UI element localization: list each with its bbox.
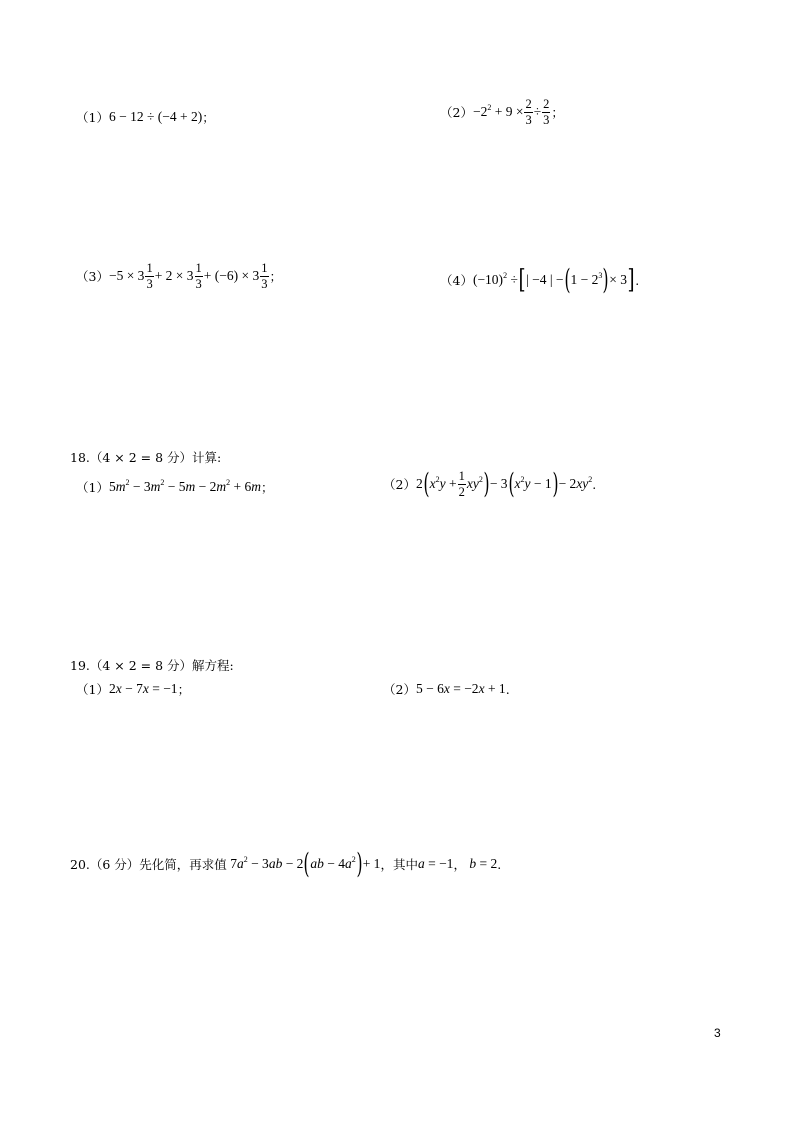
math-term: $x^2y - 1$ [514, 475, 552, 491]
math-term: ab − $4a^2$ [310, 855, 356, 871]
q17-part2 [440, 98, 564, 126]
math-term: + 2 × 3 [154, 268, 194, 283]
math-expression: 2x − 7x = −1 [108, 681, 178, 696]
math-term: $7a^2 - 3ab - 2$ [226, 855, 304, 871]
part-label: （1） [76, 110, 109, 125]
q19-part1 [76, 680, 190, 698]
math-term: − 3 [489, 476, 508, 491]
part-label: （2） [383, 477, 416, 492]
fraction: $\frac{2}{3}$ [525, 97, 532, 127]
right-paren: ) [483, 467, 490, 500]
q19-part2 [383, 680, 510, 698]
separator: ， [453, 857, 466, 872]
right-paren: ) [356, 847, 363, 880]
q18-part1 [76, 478, 273, 496]
left-paren: ( [423, 467, 430, 500]
right-paren: ) [552, 467, 559, 500]
part-label: （3） [76, 269, 109, 284]
fraction: $\frac{1}{3}$ [261, 261, 268, 291]
division-sign: ÷ [533, 104, 542, 119]
part-label: （4） [440, 273, 473, 288]
punctuation: . [505, 681, 510, 697]
punctuation: ； [177, 682, 191, 697]
part-label: （2） [383, 682, 416, 697]
q17-part3 [76, 262, 282, 290]
math-term: $(-10)^2$ ÷ [472, 271, 518, 287]
left-paren: ( [508, 467, 515, 500]
left-paren: ( [563, 263, 571, 296]
math-term: a = −1 [417, 856, 454, 871]
math-expression: $5m^2 - 3m^2 - 5m - 2m^2 + 6m$ [108, 478, 261, 494]
fraction: $\frac{1}{3}$ [146, 261, 153, 291]
q18-heading: 18.（4 × 2 = 8 分）计算: [70, 450, 222, 465]
math-term: $1 - 2^3$ [570, 271, 603, 287]
punctuation: ； [202, 110, 215, 125]
q17-part1 [76, 108, 215, 126]
punctuation: ； [551, 105, 564, 120]
math-expression: 5 − 6x = −2x + 1 [415, 681, 506, 696]
math-term: $-2^2 + 9$ × [472, 103, 524, 119]
part-label: （1） [76, 682, 109, 697]
math-term: b = 2 [469, 856, 498, 871]
part-label: （1） [76, 480, 109, 495]
math-term: + 1 [362, 856, 381, 871]
q20 [70, 847, 502, 880]
punctuation: . [592, 476, 597, 492]
page-number: 3 [714, 1026, 721, 1040]
fraction: $\frac{2}{3}$ [543, 97, 550, 127]
math-term: 2 [415, 476, 423, 491]
math-term: $xy^2$ [466, 475, 483, 491]
fraction: $\frac{1}{2}$ [458, 469, 465, 499]
punctuation: . [497, 856, 502, 872]
q20-heading: 20.（6 分）先化简，再求值 [70, 857, 227, 872]
q19-heading: 19.（4 × 2 = 8 分）解方程: [70, 658, 234, 673]
q17-part4 [440, 263, 640, 296]
math-term: × 3 [609, 272, 628, 287]
punctuation: . [635, 272, 640, 288]
left-paren: ( [303, 847, 310, 880]
math-term: − $2xy^2$ [558, 475, 593, 491]
right-bracket: ] [627, 265, 635, 295]
part-label: （2） [440, 105, 473, 120]
math-term: −5 × 3 [108, 268, 145, 283]
math-expression: 6 − 12 ÷ (−4 + 2) [108, 109, 203, 124]
math-term: | −4 | − [526, 272, 564, 287]
right-paren: ) [602, 263, 609, 296]
q18-part2 [383, 467, 597, 500]
math-term: + (−6) × 3 [203, 268, 260, 283]
left-bracket: [ [518, 265, 526, 295]
condition-text: ，其中 [380, 857, 418, 872]
math-term: $x^2y$ + [429, 475, 457, 491]
punctuation: ； [260, 480, 274, 495]
punctuation: ； [269, 269, 283, 284]
fraction: $\frac{1}{3}$ [195, 261, 202, 291]
